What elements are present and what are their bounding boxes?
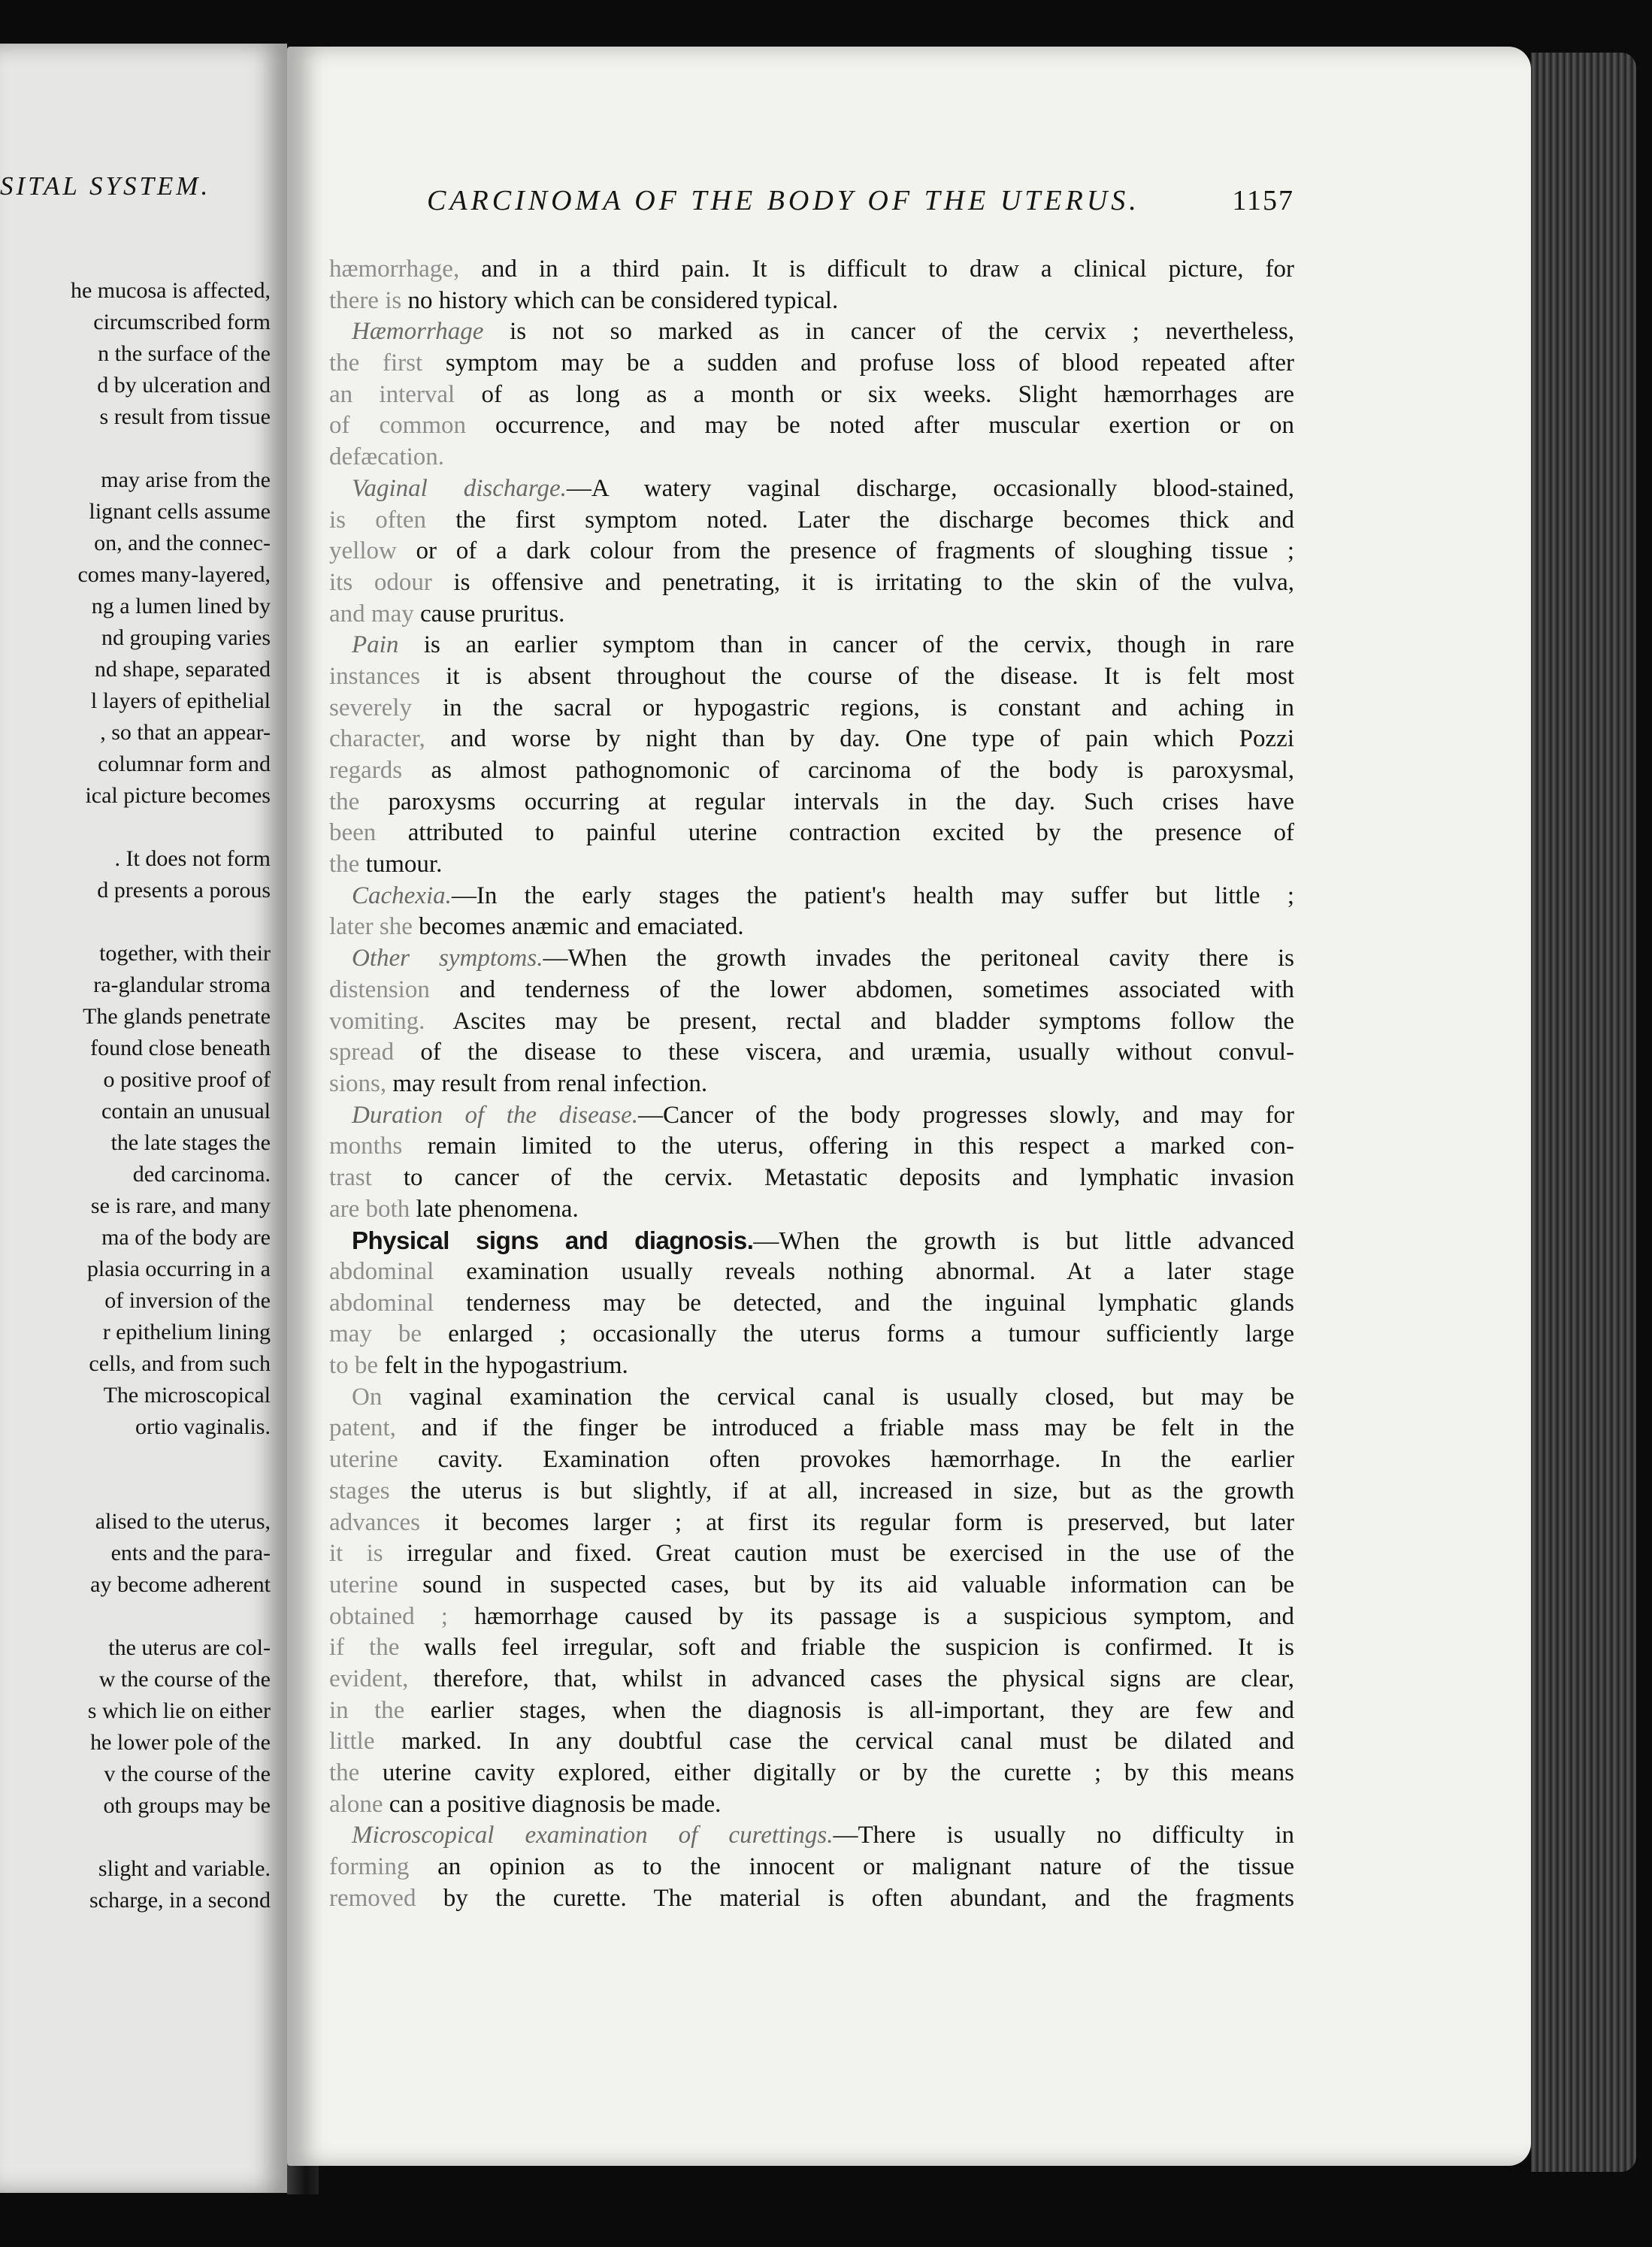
text-line (329, 1444, 1294, 1476)
left-page-line: The glands penetrate (83, 1004, 271, 1029)
left-page-line: d presents a porous (97, 878, 271, 903)
line-lead-faded: severely (329, 694, 412, 721)
left-page-line: oth groups may be (103, 1793, 271, 1818)
page-edges (1531, 53, 1636, 2172)
line-lead-faded: abdominal (329, 1289, 434, 1317)
line-text: Ascites may be present, rectal and bladder symptoms follow the (425, 1007, 1294, 1035)
left-page-line: ng a lumen lined by (91, 594, 271, 618)
text-line (329, 254, 1294, 286)
line-text: or of a dark colour from the presence of fragments of sloughing tissue ; (396, 537, 1294, 565)
line-lead-faded: the (329, 1759, 360, 1786)
text-line (329, 630, 1294, 661)
text-line (329, 1413, 1294, 1444)
text-line (329, 1508, 1294, 1539)
line-text: an opinion as to the innocent or malignant nature of the tissue (409, 1853, 1294, 1881)
line-lead-faded: uterine (329, 1446, 398, 1474)
line-text: irregular and fixed. Great caution must be exercised in the use of the (383, 1540, 1294, 1568)
text-line (329, 1883, 1294, 1915)
left-page-line: the late stages the (110, 1130, 271, 1155)
left-page-line: together, with their (99, 941, 271, 966)
line-text: paroxysms occurring at regular intervals in the day. Such crises have (359, 788, 1294, 815)
left-page-line: slight and variable. (98, 1856, 271, 1881)
line-lead-faded: is often (329, 506, 427, 534)
text-line (329, 849, 1294, 881)
text-line (329, 1601, 1294, 1633)
left-page-line (0, 1443, 271, 1474)
text-line (329, 1288, 1294, 1320)
text-line (329, 505, 1294, 537)
line-text: is offensive and penetrating, it is irritating to the skin of the vulva, (431, 568, 1294, 596)
line-text: the uterus is but slightly, if at all, increased in size, but as the growth (389, 1477, 1294, 1505)
left-page-line: he lower pole of the (90, 1730, 271, 1755)
line-text: —When the growth is but little advanced (753, 1227, 1294, 1256)
text-line (329, 693, 1294, 724)
paragraph-lead-italic: Pain (352, 631, 399, 659)
line-text: to cancer of the cervix. Metastatic deposits and lymphatic invasion (371, 1163, 1294, 1191)
text-line (329, 661, 1294, 693)
line-lead-faded: an interval (329, 380, 455, 408)
text-line (329, 1319, 1294, 1350)
line-text: felt in the hypogastrium. (378, 1352, 628, 1380)
line-lead-faded: to be (329, 1352, 379, 1380)
line-text: —Cancer of the body progresses slowly, and may for (638, 1101, 1294, 1129)
line-lead-faded: are both (329, 1195, 410, 1223)
left-page-line: The microscopical (103, 1383, 271, 1408)
section-heading-line (329, 1225, 1294, 1257)
left-page-line (0, 1474, 271, 1506)
line-text: in the sacral or hypogastric regions, is constant and aching in (411, 694, 1294, 721)
text-line (329, 1100, 1294, 1132)
line-lead-faded: sions, (329, 1069, 387, 1097)
line-lead-faded: and may (329, 600, 414, 628)
line-text: and worse by night than by day. One type of pain which Pozzi (425, 725, 1294, 753)
left-page-line: ay become adherent (90, 1572, 271, 1597)
line-text: walls feel irregular, soft and friable the suspicion is confirmed. It is (399, 1634, 1294, 1662)
line-text: remain limited to the uterus, offering in this respect a marked con- (402, 1133, 1294, 1160)
line-lead-faded: removed (329, 1884, 416, 1912)
left-page-line (0, 1822, 271, 1853)
line-lead-faded: vomiting. (329, 1007, 425, 1035)
line-lead-faded: instances (329, 662, 420, 690)
line-text: enlarged ; occasionally the uterus forms a tumour sufficiently large (422, 1320, 1294, 1348)
line-lead-faded: trast (329, 1163, 372, 1191)
line-lead-faded: character, (329, 725, 425, 753)
left-page-line: circumscribed form (93, 310, 271, 334)
line-lead-faded: hæmorrhage, (329, 256, 460, 283)
text-line (329, 1820, 1294, 1852)
line-lead-faded: obtained ; (329, 1602, 448, 1630)
text-line (329, 1758, 1294, 1789)
line-lead-faded: the (329, 851, 360, 879)
line-text: —When the growth invades the peritoneal cavity there is (543, 945, 1295, 972)
text-line (329, 1789, 1294, 1821)
line-lead-faded: defæcation. (329, 443, 445, 471)
left-page-line: . It does not form (114, 846, 271, 871)
line-text: sound in suspected cases, but by its aid valuable information can be (398, 1571, 1294, 1598)
line-lead-faded: if the (329, 1634, 400, 1662)
text-line (329, 1570, 1294, 1601)
line-text: occurrence, and may be noted after muscular exertion or on (465, 412, 1294, 440)
left-page-line: s which lie on either (87, 1698, 271, 1723)
line-text: uterine cavity explored, either digitally or by the curette ; by this means (359, 1759, 1294, 1786)
left-page-line: may arise from the (101, 467, 271, 492)
text-line (329, 286, 1294, 317)
left-page-line: w the course of the (98, 1667, 271, 1692)
line-lead-faded: regards (329, 757, 403, 784)
text-line (329, 1069, 1294, 1100)
left-page-line: , so that an appear- (100, 720, 271, 745)
line-lead-faded: the (329, 788, 360, 815)
text-line (329, 912, 1294, 943)
text-line (329, 1664, 1294, 1695)
body-text (329, 254, 1294, 1914)
left-page-line: he mucosa is affected, (70, 278, 271, 303)
left-page-line (0, 1601, 271, 1632)
text-line (329, 1350, 1294, 1382)
line-text: late phenomena. (410, 1195, 579, 1223)
left-page-line: of inversion of the (104, 1288, 271, 1313)
line-lead-faded: patent, (329, 1414, 396, 1442)
left-page-line: d by ulceration and (97, 373, 271, 398)
line-text: —A watery vaginal discharge, occasionally blood-stained, (566, 474, 1294, 502)
left-page-line: nd shape, separated (94, 657, 271, 682)
left-page-line: ded carcinoma. (132, 1162, 271, 1187)
left-page-line: plasia occurring in a (86, 1257, 271, 1281)
line-text: as almost pathognomonic of carcinoma of the body is paroxysmal, (402, 757, 1294, 784)
left-page-line (0, 812, 271, 843)
left-page-line: o positive proof of (103, 1067, 271, 1092)
line-lead-faded: its odour (329, 568, 432, 596)
text-line (329, 943, 1294, 975)
left-page-line: nd grouping varies (101, 625, 271, 650)
text-line (329, 818, 1294, 849)
line-lead-faded: yellow (329, 537, 397, 565)
text-line (329, 380, 1294, 411)
left-page-line: comes many-layered, (77, 562, 271, 587)
line-text: is an earlier symptom than in cancer of the cervix, though in rare (398, 631, 1294, 659)
left-page-line: on, and the connec- (94, 531, 271, 555)
text-line (329, 1852, 1294, 1883)
left-page-line: cells, and from such (89, 1351, 271, 1376)
line-text: examination usually reveals nothing abnormal. At a later stage (434, 1258, 1294, 1285)
left-page-line: ma of the body are (101, 1225, 271, 1250)
left-page-line: alised to the uterus, (95, 1509, 271, 1534)
paragraph-lead-italic: Other symptoms. (352, 945, 543, 972)
line-lead-faded: spread (329, 1039, 395, 1066)
left-page-line (0, 433, 271, 464)
text-line (329, 975, 1294, 1006)
left-page-line: found close beneath (90, 1036, 271, 1060)
line-text: symptom may be a sudden and profuse loss of blood repeated after (422, 349, 1294, 377)
line-text: and if the finger be introduced a friable mass may be felt in the (395, 1414, 1294, 1442)
left-page-line: columnar form and (98, 752, 271, 776)
left-page-line: scharge, in a second (89, 1888, 271, 1913)
line-text: tumour. (359, 851, 443, 879)
text-line (329, 1131, 1294, 1163)
text-line (329, 410, 1294, 442)
line-lead-faded: alone (329, 1790, 383, 1818)
line-text: tenderness may be detected, and the inguinal lymphatic glands (434, 1289, 1294, 1317)
line-text: —There is usually no difficulty in (833, 1822, 1294, 1849)
text-line (329, 442, 1294, 473)
paragraph-lead-italic: Microscopical examination of curettings. (352, 1822, 834, 1849)
line-lead-faded: months (329, 1133, 403, 1160)
line-text: earlier stages, when the diagnosis is all-important, they are few and (404, 1696, 1295, 1724)
text-line (329, 1194, 1294, 1226)
left-page-line: the uterus are col- (108, 1635, 271, 1660)
text-line (329, 1006, 1294, 1038)
line-text: of as long as a month or six weeks. Slight hæmorrhages are (455, 380, 1295, 408)
text-line (329, 1632, 1294, 1664)
line-text: and tenderness of the lower abdomen, sometimes associated with (429, 975, 1294, 1003)
line-lead-faded: may be (329, 1320, 422, 1348)
line-text: marked. In any doubtful case the cervical canal must be dilated and (374, 1728, 1294, 1756)
text-line (329, 787, 1294, 818)
line-lead-faded: advances (329, 1508, 420, 1536)
paragraph-lead-italic: Vaginal discharge. (352, 474, 567, 502)
text-line (329, 473, 1294, 505)
running-head (427, 184, 1294, 217)
text-line (329, 881, 1294, 912)
line-lead-faded: forming (329, 1853, 410, 1881)
left-page-line: se is rare, and many (90, 1193, 271, 1218)
left-page-line (0, 906, 271, 938)
section-heading: Physical signs and diagnosis. (352, 1226, 754, 1255)
left-page-line: n the surface of the (98, 341, 271, 366)
paragraph-lead-italic: Hæmorrhage (352, 318, 484, 346)
paragraph-lead-italic: Duration of the disease. (352, 1101, 639, 1129)
left-page-line: lignant cells assume (89, 499, 271, 524)
line-text: vaginal examination the cervical canal is usually closed, but may be (382, 1383, 1294, 1411)
line-text: by the curette. The material is often abundant, and the fragments (416, 1884, 1294, 1912)
running-title: CARCINOMA OF THE BODY OF THE UTERUS. (427, 185, 1140, 216)
line-lead-faded: of common (329, 412, 466, 440)
page-number: 1157 (1232, 185, 1294, 216)
text-line (329, 1037, 1294, 1069)
line-lead-faded: distension (329, 975, 430, 1003)
line-text: attributed to painful uterine contraction excited by the presence of (376, 819, 1294, 847)
line-text: no history which can be considered typical. (401, 286, 839, 314)
text-line (329, 1476, 1294, 1508)
left-running-head: SITAL SYSTEM. (0, 171, 211, 201)
left-page-line: ents and the para- (110, 1541, 271, 1565)
line-text: can a positive diagnosis be made. (383, 1790, 722, 1818)
left-page-line: contain an unusual (101, 1099, 271, 1124)
line-text: and in a third pain. It is difficult to draw a clinical picture, for (459, 256, 1294, 283)
line-text: —In the early stages the patient's health may suffer but little ; (451, 882, 1294, 909)
left-page-line: ra-glandular stroma (93, 972, 271, 997)
line-text: it becomes larger ; at first its regular form is preserved, but later (419, 1508, 1294, 1536)
text-line (329, 1257, 1294, 1288)
line-text: is not so marked as in cancer of the cervix ; nevertheless, (483, 318, 1294, 346)
text-line (329, 599, 1294, 631)
left-page-line: s result from tissue (99, 404, 271, 429)
line-lead-faded: been (329, 819, 377, 847)
line-lead-faded: evident, (329, 1665, 409, 1692)
text-line (329, 1726, 1294, 1758)
line-text: cavity. Examination often provokes hæmorrhage. In the earlier (398, 1446, 1294, 1474)
left-page-line: ortio vaginalis. (135, 1414, 271, 1439)
text-line (329, 1163, 1294, 1194)
left-page-line: ical picture becomes (85, 783, 271, 808)
paragraph-lead-italic: Cachexia. (352, 882, 452, 909)
left-page-text (0, 275, 271, 1916)
text-line (329, 1695, 1294, 1727)
left-facing-page (0, 44, 287, 2193)
text-line (329, 348, 1294, 380)
line-lead-faded: later she (329, 913, 413, 941)
left-page-line: l layers of epithelial (90, 688, 271, 713)
line-text: hæmorrhage caused by its passage is a suspicious symptom, and (447, 1602, 1294, 1630)
text-line (329, 1382, 1294, 1414)
line-lead-faded: abdominal (329, 1258, 434, 1285)
line-lead-faded: stages (329, 1477, 390, 1505)
text-line (329, 1538, 1294, 1570)
line-text: the first symptom noted. Later the discharge becomes thick and (426, 506, 1294, 534)
left-page-line: v the course of the (104, 1762, 271, 1786)
line-text: therefore, that, whilst in advanced cases the physical signs are clear, (408, 1665, 1294, 1692)
line-text: cause pruritus. (413, 600, 565, 628)
line-lead-faded: the first (329, 349, 423, 377)
line-lead-faded: On (352, 1383, 383, 1411)
left-page-line: r epithelium lining (102, 1320, 271, 1344)
line-lead-faded: in the (329, 1696, 405, 1724)
line-text: becomes anæmic and emaciated. (412, 913, 744, 941)
text-line (329, 724, 1294, 755)
line-lead-faded: there is (329, 286, 402, 314)
text-line (329, 755, 1294, 787)
line-text: of the disease to these viscera, and uræmia, usually without convul- (394, 1039, 1294, 1066)
text-line (329, 536, 1294, 567)
text-line (329, 316, 1294, 348)
line-lead-faded: it is (329, 1540, 383, 1568)
text-line (329, 567, 1294, 599)
line-lead-faded: uterine (329, 1571, 398, 1598)
line-text: it is absent throughout the course of the disease. It is felt most (419, 662, 1294, 690)
line-text: may result from renal infection. (386, 1069, 708, 1097)
line-lead-faded: little (329, 1728, 375, 1756)
